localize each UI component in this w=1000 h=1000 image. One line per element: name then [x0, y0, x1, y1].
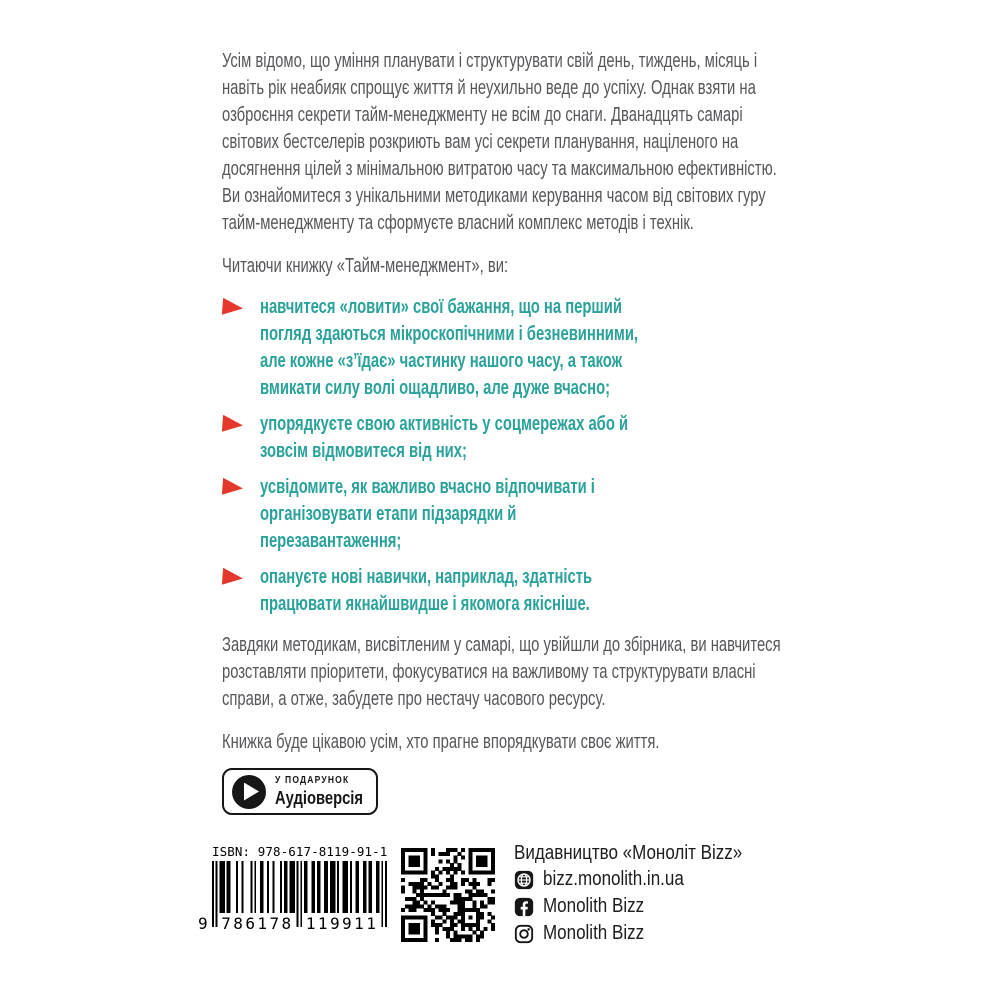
gift-label: У ПОДАРУНОК [275, 774, 350, 786]
list-item [222, 411, 802, 465]
publisher-name-row [514, 843, 782, 864]
ean-barcode [198, 861, 390, 941]
bullet-arrow-icon [221, 478, 244, 497]
facebook-icon [514, 897, 534, 917]
facebook-row [514, 896, 782, 917]
bullet-arrow-icon [221, 415, 244, 434]
bullet-text: усвідомите, як важливо вчасно відпочивати і організовувати етапи підзарядки й перезавантаження; [260, 476, 595, 552]
svg-text:9: 9 [198, 914, 208, 933]
website-row [514, 869, 782, 890]
benefits-list [222, 294, 802, 618]
isbn-block [198, 844, 390, 941]
globe-icon [514, 870, 534, 890]
instagram-label: Monolith Bizz [543, 922, 645, 944]
bullet-text: упорядкуєте свою активність у соцмережах або й зовсім відмовитеся від них; [260, 413, 629, 462]
intro-paragraph: Усім відомо, що уміння планувати і структурувати свій день, тиждень, місяць і навіть рік неабияк спрощує життя й неухильно веде до успіху. Однак взяти на озброєння секрети тайм-менеджменту не всім до снаги. Дванадцять самарі світових бестселерів розкриють вам усі секрети планування, націленого на досягнення цілей з мінімальною витратою часу та максимальною ефективністю. Ви ознайомитеся з унікальними методиками керування часом від світових гуру тайм-менеджменту та сформуєте власний комплекс методів і технік. [222, 50, 777, 234]
svg-text:786178: 786178 [221, 914, 292, 933]
qr-code [401, 848, 495, 942]
back-cover-text-column [222, 48, 802, 756]
svg-text:119911: 119911 [305, 914, 376, 933]
lead-in-line: Читаючи книжку «Тайм-менеджмент», ви: [222, 255, 509, 277]
publisher-block [514, 843, 782, 950]
audiobook-badge [222, 768, 378, 815]
instagram-row [514, 923, 782, 944]
publisher-name: Видавництво «Моноліт Bizz» [514, 842, 743, 864]
play-icon [232, 775, 266, 809]
bullet-text: навчитеся «ловити» свої бажання, що на перший погляд здаються мікроскопічними і безневинними, але кожне «з’їдає» частинку нашого часу, а також вмикати силу волі ощадливо, але дуже вчасно; [260, 296, 639, 399]
bullet-text: опануєте нові навички, наприклад, здатність працювати якнайшвидше і якомога якісніше. [260, 566, 593, 615]
website-label: bizz.monolith.in.ua [543, 868, 684, 890]
bullet-arrow-icon [221, 298, 244, 317]
list-item [222, 294, 802, 402]
audiobook-title: Аудіоверсія [275, 787, 364, 808]
bullet-arrow-icon [221, 568, 244, 587]
facebook-label: Monolith Bizz [543, 895, 645, 917]
outro-paragraph-2: Книжка буде цікавою усім, хто прагне впорядкувати своє життя. [222, 731, 660, 753]
isbn-label: ISBN: 978-617-8119-91-1 [212, 844, 388, 859]
list-item [222, 474, 802, 555]
instagram-icon [514, 924, 534, 944]
outro-paragraph-1: Завдяки методикам, висвітленим у самарі, що увійшли до збірника, ви навчитеся розставляти пріоритети, фокусуватися на важливому та структурувати власні справи, а отже, забудете про нестачу часового ресурсу. [222, 634, 781, 710]
list-item [222, 564, 802, 618]
